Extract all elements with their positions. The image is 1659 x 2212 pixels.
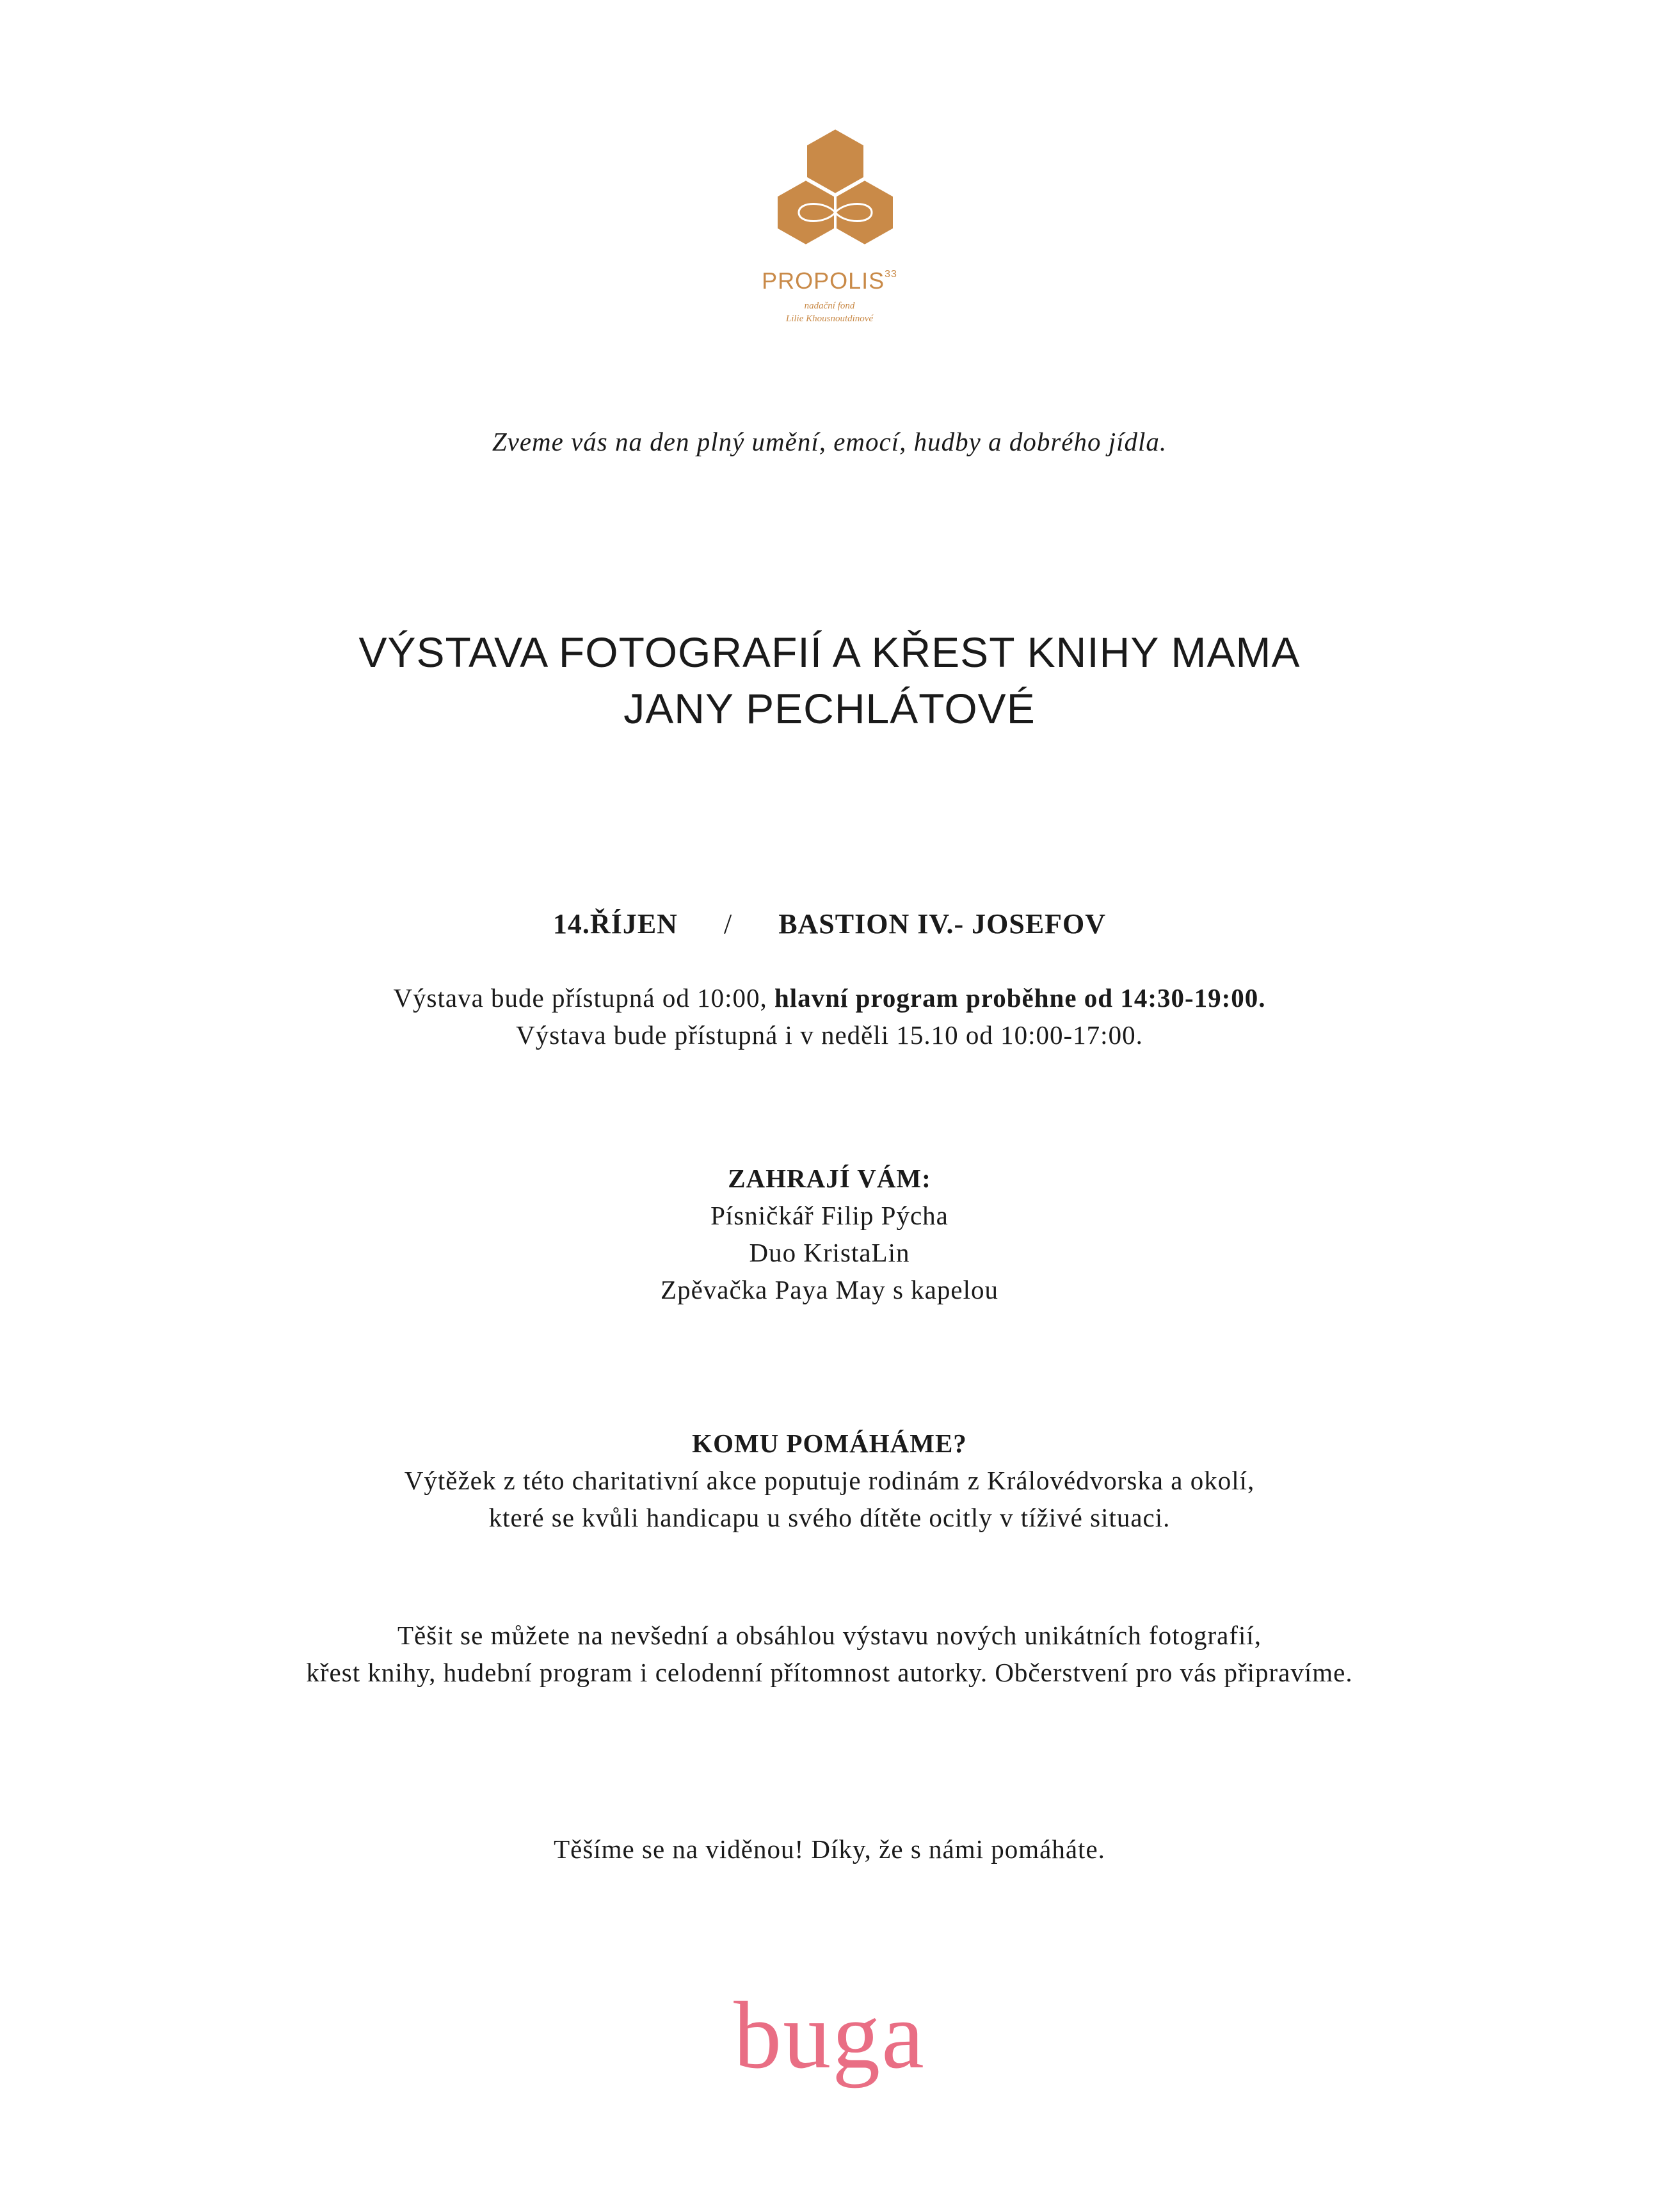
event-separator: / <box>723 908 733 940</box>
logo-superscript: 33 <box>885 269 897 280</box>
bands-item: Duo KristaLin <box>749 1238 910 1267</box>
help-line1: Výtěžek z této charitativní akce poputuje rodinám z Královédvorska a okolí, <box>404 1466 1255 1495</box>
logo-subtitle-line1: nadační fond <box>804 301 855 311</box>
bands-block <box>0 1160 1659 1308</box>
event-place: BASTION IV.- JOSEFOV <box>778 908 1107 940</box>
event-date-place <box>0 908 1659 940</box>
tagline: Zveme vás na den plný umění, emocí, hudby a dobrého jídla. <box>492 427 1167 456</box>
page-title <box>0 624 1659 737</box>
footer-brand-logo: buga <box>733 1982 926 2088</box>
schedule-line2: Výstava bude přístupná i v neděli 15.10 od 10:00-17:00. <box>516 1020 1143 1050</box>
logo-subtitle-line2: Lilie Khousnoutdinové <box>785 314 874 324</box>
bands-item: Písničkář Filip Pýcha <box>710 1201 949 1230</box>
schedule-line1-regular: Výstava bude přístupná od 10:00, <box>393 983 774 1013</box>
bands-item: Zpěvačka Paya May s kapelou <box>661 1275 998 1304</box>
look-forward-block <box>0 1617 1659 1691</box>
schedule-line1 <box>0 979 1659 1016</box>
help-heading: KOMU POMÁHÁME? <box>692 1429 967 1458</box>
logo-name-text: PROPOLIS <box>762 268 885 294</box>
title-line1: VÝSTAVA FOTOGRAFIÍ A KŘEST KNIHY MAMA <box>358 629 1301 676</box>
help-line2: které se kvůli handicapu u svého dítěte ocitly v tíživé situaci. <box>488 1503 1171 1532</box>
schedule-line1-bold: hlavní program proběhne od 14:30-19:00. <box>774 983 1266 1013</box>
look-forward-line1: Těšit se můžete na nevšední a obsáhlou výstavu nových unikátních fotografií, <box>397 1621 1262 1650</box>
thanks-text: Těšíme se na viděnou! Díky, že s námi pomáháte. <box>554 1834 1105 1864</box>
look-forward-line2: křest knihy, hudební program i celodenní přítomnost autorky. Občerstvení pro vás připravíme. <box>306 1658 1353 1687</box>
bands-heading: ZAHRAJÍ VÁM: <box>728 1164 931 1193</box>
event-date: 14.ŘÍJEN <box>552 908 678 940</box>
logo-brand-name <box>0 268 1659 294</box>
help-block <box>0 1425 1659 1536</box>
honeycomb-infinity-icon <box>762 125 909 260</box>
schedule-block <box>0 979 1659 1054</box>
title-line2: JANY PECHLÁTOVÉ <box>623 685 1036 732</box>
